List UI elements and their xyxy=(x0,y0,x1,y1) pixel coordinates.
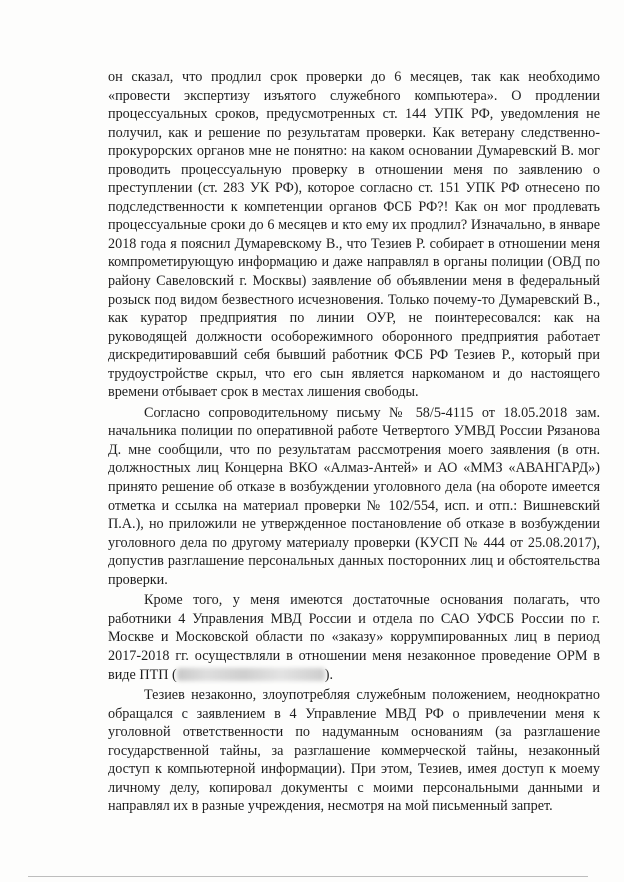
paragraph-4: Тезиев незаконно, злоупотребляя служебным положением, неоднократно обращался с заявлением в 4 Управление МВД РФ о привлечении меня к уголовной ответственности по надуманным основаниям (за разглашение государственной тайны, за разглашение коммерческой тайны, незаконный доступ к компьютерной информации). При этом, Тезиев, имея доступ к моему личному делу, копировал документы с моими персональными данными и направлял их в разные учреждения, несмотря на мой письменный запрет. xyxy=(108,687,600,815)
paragraph-2: Согласно сопроводительному письму № 58/5-4115 от 18.05.2018 зам. начальника полиции по оперативной работе Четвертого УМВД России Рязанова Д. мне сообщили, что по результатам рассмотрения моего заявления (в отн. должностных лиц Концерна ВКО «Алмаз-Антей» и АО «ММЗ «АВАНГАРД») принято решение об отказе в возбуждении уголовного дела (на обороте имеется отметка и ссылка на материал проверки № 102/554, исп. и отп.: Вишневский П.А.), но приложили не утвержденное постановление об отказе в возбуждении уголовного дела по другому материалу проверки (КУСП № 444 от 25.08.2017), допустив разглашение персональных данных посторонних лиц и обстоятельства проверки. xyxy=(108,404,600,588)
paragraph-3 xyxy=(108,591,600,684)
redacted-phone-number xyxy=(177,668,325,681)
document-body xyxy=(108,68,600,816)
paragraph-1: он сказал, что продлил срок проверки до 6 месяцев, так как необходимо «провести экспертизу изъятого служебного компьютера». О продлении процессуальных сроков, предусмотренных ст. 144 УПК РФ, уведомления не получил, как и решение по результатам проверки. Как ветерану следственно-прокурорских органов мне не понятно: на каком основании Думаревский В. мог проводить процессуальную проверку в отношении меня по заявлению о преступлении (ст. 283 УК РФ), которое согласно ст. 151 УПК РФ отнесено по подследственности к компетенции органов ФСБ РФ?! Как он мог продлевать процессуальные сроки до 6 месяцев и кто ему их продлил? Изначально, в январе 2018 года я пояснил Думаревскому В., что Тезиев Р. собирает в отношении меня компрометирующую информацию и даже направлял в органы полиции (ОВД по району Савеловский г. Москвы) заявление об объявлении меня в федеральный розыск под видом безвестного исчезновения. Только почему-то Думаревский В., как куратор предприятия по линии ОУР, не поинтересовался: как на руководящей должности особорежимного оборонного предприятия работает дискредитировавший себя бывший работник ФСБ РФ Тезиев Р., который при трудоустройстве скрыл, что его сын является наркоманом и до настоящего времени отбывает срок в местах лишения свободы. xyxy=(108,69,600,401)
page-bottom-edge xyxy=(28,876,588,877)
paragraph-3-end: ). xyxy=(324,666,334,683)
paragraph-3-text: Кроме того, у меня имеются достаточные основания полагать, что работники 4 Управления МВД России и отдела по САО УФСБ России по г. Москве и Московской области по «заказу» коррумпированных лиц в период 2017-2018 гг. осуществляли в отношении меня незаконное проведение ОРМ в виде ПТП ( xyxy=(108,592,600,683)
